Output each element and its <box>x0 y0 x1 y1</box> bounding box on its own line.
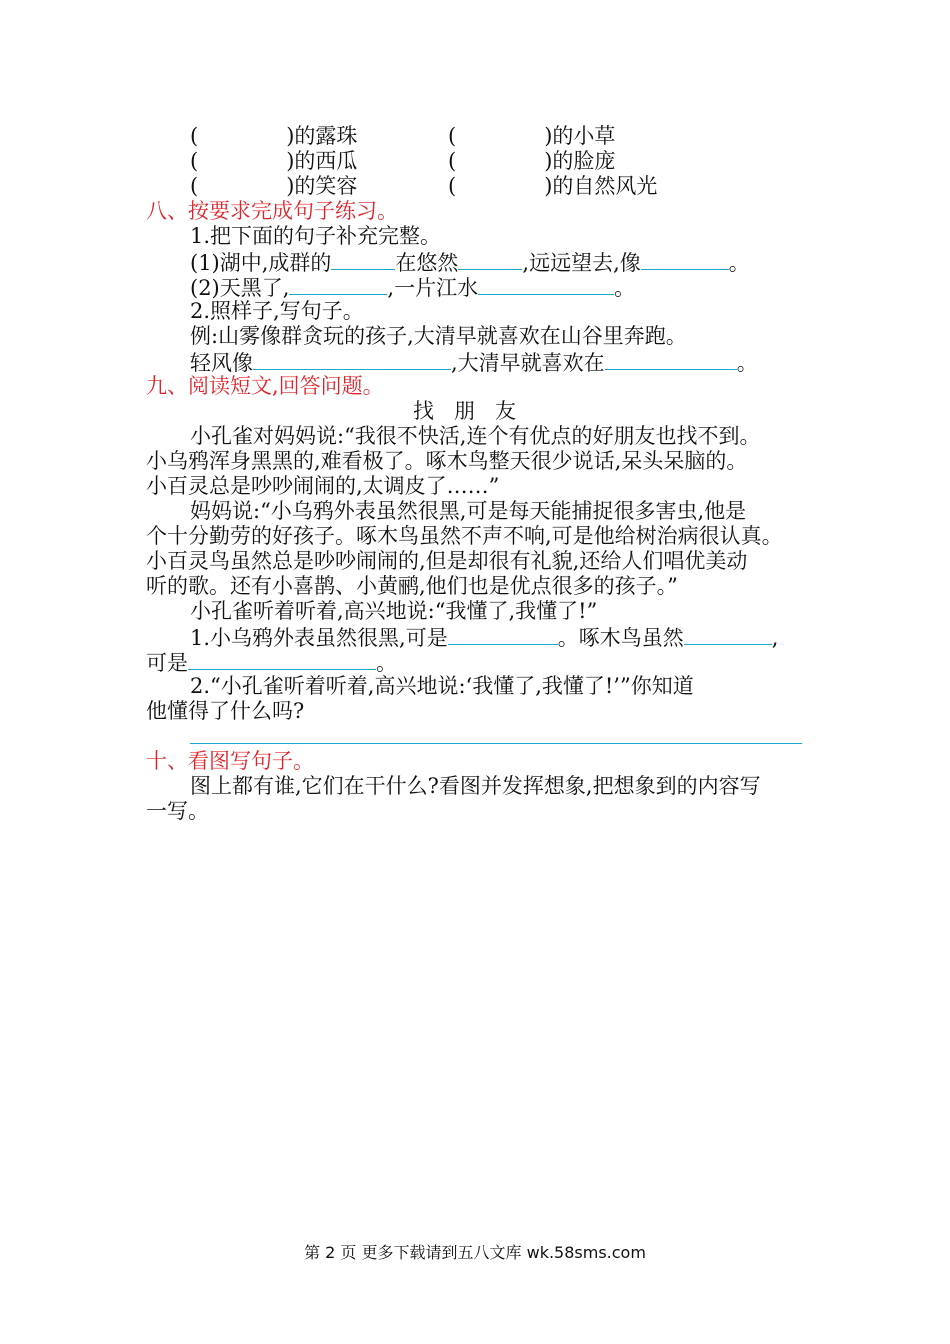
question-2-cont: 他懂得了什么吗? <box>146 699 305 723</box>
phrase-right: 的自然风光 <box>552 174 658 198</box>
fill-pair-row-2 <box>190 149 357 174</box>
question-1-part-e: 。 <box>376 651 397 675</box>
passage-line: 个十分勤劳的好孩子。啄木鸟虽然不声不响,可是他给树治病很认真。 <box>146 524 783 548</box>
open-paren: ( <box>190 149 199 173</box>
page-footer: 第 2 页 更多下载请到五八文库 wk.58sms.com <box>304 1243 646 1262</box>
question-1-part-c: , <box>771 626 779 650</box>
answer-blank[interactable] <box>253 349 451 370</box>
sentence-2-part-a: (2)天黑了, <box>190 276 290 300</box>
open-paren: ( <box>448 149 457 173</box>
open-paren: ( <box>448 174 457 198</box>
section-10-text: 图上都有谁,它们在干什么?看图并发挥想象,把想象到的内容写 <box>190 774 761 798</box>
fill-pair-row-3 <box>190 174 357 199</box>
phrase-left: 的笑容 <box>294 174 358 198</box>
passage-line: 听的歌。还有小喜鹊、小黄鹂,他们也是优点很多的孩子。” <box>146 574 678 598</box>
question-1-cont <box>146 649 397 676</box>
fill-pair-row-3-right <box>448 174 657 199</box>
question-1-part-b: 。啄木鸟虽然 <box>557 626 684 650</box>
section-8-item-1: 1.把下面的句子补充完整。 <box>190 224 442 248</box>
write-part-c: 。 <box>736 351 758 375</box>
answer-blank[interactable] <box>605 349 737 370</box>
passage-line: 小百灵总是吵吵闹闹的,太调皮了……” <box>146 474 500 498</box>
sentence-1-part-c: ,远远望去,像 <box>522 251 641 275</box>
close-paren: ) <box>286 149 295 173</box>
close-paren: ) <box>286 174 295 198</box>
open-paren: ( <box>448 124 457 148</box>
passage-line: 妈妈说:“小乌鸦外表虽然很黑,可是每天能捕捉很多害虫,他是 <box>190 499 747 523</box>
open-paren: ( <box>190 174 199 198</box>
question-2: 2.“小孔雀听着听着,高兴地说:‘我懂了,我懂了!’”你知道 <box>190 674 694 698</box>
passage-line: 小孔雀听着听着,高兴地说:“我懂了,我懂了!” <box>190 599 598 623</box>
phrase-left: 的露珠 <box>294 124 358 148</box>
sentence-1-part-d: 。 <box>728 251 750 275</box>
sentence-2-part-b: ,一片江水 <box>387 276 479 300</box>
answer-line[interactable] <box>190 743 802 744</box>
answer-blank[interactable] <box>331 249 395 270</box>
section-8-item-2: 2.照样子,写句子。 <box>190 299 364 323</box>
open-paren: ( <box>190 124 199 148</box>
section-10-heading: 十、看图写句子。 <box>146 749 314 773</box>
section-9-heading: 九、阅读短文,回答问题。 <box>146 374 384 398</box>
close-paren: ) <box>286 124 295 148</box>
sentence-1-part-a: (1)湖中,成群的 <box>190 251 332 275</box>
section-8-heading: 八、按要求完成句子练习。 <box>146 199 398 223</box>
answer-blank[interactable] <box>478 274 614 295</box>
phrase-right: 的小草 <box>552 124 616 148</box>
passage-line: 小百灵鸟虽然总是吵吵闹闹的,但是却很有礼貌,还给人们唱优美动 <box>146 549 748 573</box>
answer-blank[interactable] <box>684 624 772 645</box>
question-1-part-a: 1.小乌鸦外表虽然很黑,可是 <box>190 626 448 650</box>
sentence-2 <box>190 274 635 301</box>
question-1 <box>190 624 778 651</box>
answer-blank[interactable] <box>188 649 376 670</box>
answer-blank[interactable] <box>458 249 522 270</box>
write-sentence <box>190 349 758 376</box>
sentence-2-part-c: 。 <box>614 276 636 300</box>
phrase-right: 的脸庞 <box>552 149 616 173</box>
write-part-b: ,大清早就喜欢在 <box>451 351 605 375</box>
fill-pair-row-1-right <box>448 124 615 149</box>
write-part-a: 轻风像 <box>190 351 253 375</box>
close-paren: ) <box>544 124 553 148</box>
passage-line: 小乌鸦浑身黑黑的,难看极了。啄木鸟整天很少说话,呆头呆脑的。 <box>146 449 748 473</box>
answer-blank[interactable] <box>641 249 729 270</box>
answer-blank[interactable] <box>289 274 387 295</box>
passage-title: 找朋友 <box>413 399 536 423</box>
example-sentence: 例:山雾像群贪玩的孩子,大清早就喜欢在山谷里奔跑。 <box>190 324 687 348</box>
question-1-part-d: 可是 <box>146 651 188 675</box>
section-10-text-cont: 一写。 <box>146 799 209 823</box>
phrase-left: 的西瓜 <box>294 149 358 173</box>
fill-pair-row-1 <box>190 124 357 149</box>
sentence-1 <box>190 249 750 276</box>
sentence-1-part-b: 在悠然 <box>395 251 459 275</box>
fill-pair-row-2-right <box>448 149 615 174</box>
close-paren: ) <box>544 174 553 198</box>
close-paren: ) <box>544 149 553 173</box>
answer-blank[interactable] <box>448 624 558 645</box>
passage-line: 小孔雀对妈妈说:“我很不快活,连个有优点的好朋友也找不到。 <box>190 424 761 448</box>
